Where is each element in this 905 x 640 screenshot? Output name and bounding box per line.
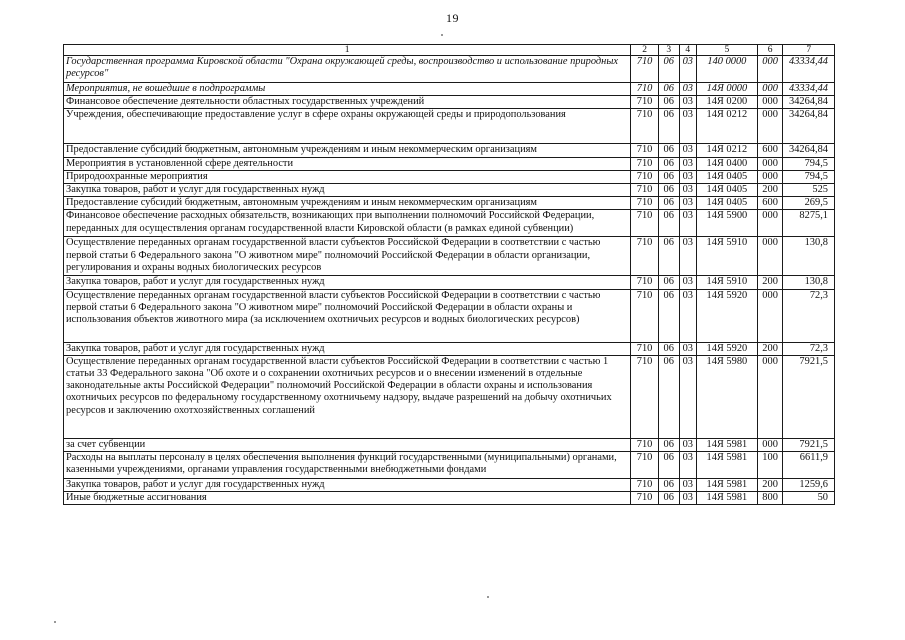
subsection-code-cell: 03 — [679, 83, 696, 96]
section-code-cell: 06 — [658, 289, 679, 342]
table-row — [64, 56, 835, 83]
ved-code-cell: 710 — [631, 438, 659, 451]
row-name-cell: Предоставление субсидий бюджетным, автономным учреждениям и иным некоммерческим организациям — [64, 144, 631, 157]
subsection-code-cell: 03 — [679, 144, 696, 157]
subsection-code-cell: 03 — [679, 289, 696, 342]
header-cell: 1 — [64, 45, 631, 56]
row-name-cell: Осуществление переданных органам государственной власти субъектов Российской Федерации в соответствии с частью 1 статьи 33 Федерального закона "Об охоте и о сохранении охотничьих ресурсов и о внесении изменений в отдельные законодательные акты Российской Федерации" полномочий Российской Федерации в области охраны и использования охотничьих ресурсов по федеральному государственному охотничьему надзору, выдаче разрешений на добычу охотничьих ресурсов и заключению охотхозяйственных соглашений — [64, 355, 631, 438]
row-name-cell: Закупка товаров, работ и услуг для государственных нужд — [64, 479, 631, 492]
target-article-cell: 14Я 5980 — [697, 355, 758, 438]
expense-type-cell: 000 — [757, 237, 783, 276]
row-name-cell: за счет субвенции — [64, 438, 631, 451]
row-name-cell: Финансовое обеспечение деятельности областных государственных учреждений — [64, 96, 631, 109]
amount-cell: 6611,9 — [783, 452, 835, 479]
expense-type-cell: 100 — [757, 452, 783, 479]
amount-cell: 1259,6 — [783, 479, 835, 492]
ved-code-cell: 710 — [631, 492, 659, 505]
target-article-cell: 14Я 0400 — [697, 157, 758, 170]
budget-table — [63, 44, 835, 505]
header-cell: 7 — [783, 45, 835, 56]
table-row — [64, 479, 835, 492]
section-code-cell: 06 — [658, 184, 679, 197]
expense-type-cell: 000 — [757, 96, 783, 109]
row-name-cell: Финансовое обеспечение расходных обязательств, возникающих при выполнении полномочий Российской Федерации, переданных для осуществления органам государственной власти Кировской области (в рамках единой субвенции) — [64, 210, 631, 237]
header-cell: 5 — [697, 45, 758, 56]
expense-type-cell: 200 — [757, 479, 783, 492]
row-name-cell: Расходы на выплаты персоналу в целях обеспечения выполнения функций государственными (муниципальными) органами, казенными учреждениями, органами управления государственными внебюджетными фондами — [64, 452, 631, 479]
target-article-cell: 14Я 0000 — [697, 83, 758, 96]
subsection-code-cell: 03 — [679, 210, 696, 237]
expense-type-cell: 000 — [757, 170, 783, 183]
section-code-cell: 06 — [658, 210, 679, 237]
expense-type-cell: 000 — [757, 355, 783, 438]
table-row — [64, 289, 835, 342]
target-article-cell: 14Я 5900 — [697, 210, 758, 237]
target-article-cell: 14Я 5910 — [697, 237, 758, 276]
target-article-cell: 14Я 5981 — [697, 438, 758, 451]
ved-code-cell: 710 — [631, 355, 659, 438]
section-code-cell: 06 — [658, 83, 679, 96]
row-name-cell: Государственная программа Кировской области "Охрана окружающей среды, воспроизводство и использование природных ресурсов" — [64, 56, 631, 83]
table-row — [64, 492, 835, 505]
amount-cell: 794,5 — [783, 157, 835, 170]
ved-code-cell: 710 — [631, 452, 659, 479]
expense-type-cell: 600 — [757, 144, 783, 157]
target-article-cell: 14Я 5920 — [697, 342, 758, 355]
ved-code-cell: 710 — [631, 96, 659, 109]
ved-code-cell: 710 — [631, 342, 659, 355]
table-row — [64, 438, 835, 451]
row-name-cell: Мероприятия в установленной сфере деятельности — [64, 157, 631, 170]
target-article-cell: 14Я 0212 — [697, 144, 758, 157]
subsection-code-cell: 03 — [679, 237, 696, 276]
row-name-cell: Предоставление субсидий бюджетным, автономным учреждениям и иным некоммерческим организациям — [64, 197, 631, 210]
target-article-cell: 14Я 5981 — [697, 492, 758, 505]
subsection-code-cell: 03 — [679, 96, 696, 109]
subsection-code-cell: 03 — [679, 479, 696, 492]
target-article-cell: 14Я 0405 — [697, 197, 758, 210]
expense-type-cell: 000 — [757, 109, 783, 144]
target-article-cell: 14Я 5981 — [697, 452, 758, 479]
target-article-cell: 14Я 0200 — [697, 96, 758, 109]
section-code-cell: 06 — [658, 276, 679, 289]
section-code-cell: 06 — [658, 479, 679, 492]
page-number: 19 — [446, 11, 459, 25]
section-code-cell: 06 — [658, 492, 679, 505]
expense-type-cell: 600 — [757, 197, 783, 210]
section-code-cell: 06 — [658, 96, 679, 109]
subsection-code-cell: 03 — [679, 342, 696, 355]
subsection-code-cell: 03 — [679, 438, 696, 451]
target-article-cell: 14Я 0405 — [697, 170, 758, 183]
ved-code-cell: 710 — [631, 289, 659, 342]
ved-code-cell: 710 — [631, 109, 659, 144]
table-row — [64, 197, 835, 210]
amount-cell: 34264,84 — [783, 144, 835, 157]
amount-cell: 525 — [783, 184, 835, 197]
header-cell: 2 — [631, 45, 659, 56]
subsection-code-cell: 03 — [679, 276, 696, 289]
subsection-code-cell: 03 — [679, 492, 696, 505]
amount-cell: 43334,44 — [783, 56, 835, 83]
section-code-cell: 06 — [658, 452, 679, 479]
subsection-code-cell: 03 — [679, 355, 696, 438]
amount-cell: 72,3 — [783, 342, 835, 355]
expense-type-cell: 200 — [757, 276, 783, 289]
subsection-code-cell: 03 — [679, 197, 696, 210]
section-code-cell: 06 — [658, 197, 679, 210]
table-row — [64, 210, 835, 237]
expense-type-cell: 000 — [757, 56, 783, 83]
amount-cell: 50 — [783, 492, 835, 505]
row-name-cell: Учреждения, обеспечивающие предоставление услуг в сфере охраны окружающей среды и природопользования — [64, 109, 631, 144]
amount-cell: 7921,5 — [783, 438, 835, 451]
row-name-cell: Закупка товаров, работ и услуг для государственных нужд — [64, 276, 631, 289]
table-row — [64, 355, 835, 438]
target-article-cell: 140 0000 — [697, 56, 758, 83]
ved-code-cell: 710 — [631, 184, 659, 197]
row-name-cell: Осуществление переданных органам государственной власти субъектов Российской Федерации в соответствии с частью первой статьи 6 Федерального закона "О животном мире" полномочий Российской Федерации в области организации, регулирования и охраны водных биологических ресурсов — [64, 237, 631, 276]
ved-code-cell: 710 — [631, 479, 659, 492]
table-row — [64, 83, 835, 96]
ved-code-cell: 710 — [631, 197, 659, 210]
table-row — [64, 237, 835, 276]
ved-code-cell: 710 — [631, 276, 659, 289]
section-code-cell: 06 — [658, 109, 679, 144]
header-cell: 6 — [757, 45, 783, 56]
ved-code-cell: 710 — [631, 157, 659, 170]
table-row — [64, 144, 835, 157]
row-name-cell: Природоохранные мероприятия — [64, 170, 631, 183]
table-row — [64, 109, 835, 144]
target-article-cell: 14Я 0405 — [697, 184, 758, 197]
section-code-cell: 06 — [658, 438, 679, 451]
expense-type-cell: 000 — [757, 157, 783, 170]
table-header-row — [64, 45, 835, 56]
amount-cell: 8275,1 — [783, 210, 835, 237]
row-name-cell: Иные бюджетные ассигнования — [64, 492, 631, 505]
table-row — [64, 184, 835, 197]
amount-cell: 72,3 — [783, 289, 835, 342]
section-code-cell: 06 — [658, 170, 679, 183]
amount-cell: 43334,44 — [783, 83, 835, 96]
subsection-code-cell: 03 — [679, 170, 696, 183]
amount-cell: 794,5 — [783, 170, 835, 183]
subsection-code-cell: 03 — [679, 157, 696, 170]
table-row — [64, 96, 835, 109]
expense-type-cell: 200 — [757, 184, 783, 197]
subsection-code-cell: 03 — [679, 184, 696, 197]
ved-code-cell: 710 — [631, 56, 659, 83]
expense-type-cell: 000 — [757, 210, 783, 237]
row-name-cell: Мероприятия, не вошедшие в подпрограммы — [64, 83, 631, 96]
subsection-code-cell: 03 — [679, 452, 696, 479]
target-article-cell: 14Я 5910 — [697, 276, 758, 289]
scan-speck — [487, 596, 489, 598]
target-article-cell: 14Я 5981 — [697, 479, 758, 492]
amount-cell: 130,8 — [783, 276, 835, 289]
ved-code-cell: 710 — [631, 144, 659, 157]
ved-code-cell: 710 — [631, 83, 659, 96]
ved-code-cell: 710 — [631, 237, 659, 276]
scan-speck — [441, 34, 443, 36]
row-name-cell: Закупка товаров, работ и услуг для государственных нужд — [64, 184, 631, 197]
header-cell: 3 — [658, 45, 679, 56]
section-code-cell: 06 — [658, 157, 679, 170]
amount-cell: 34264,84 — [783, 96, 835, 109]
header-cell: 4 — [679, 45, 696, 56]
amount-cell: 269,5 — [783, 197, 835, 210]
table-row — [64, 342, 835, 355]
expense-type-cell: 800 — [757, 492, 783, 505]
target-article-cell: 14Я 0212 — [697, 109, 758, 144]
ved-code-cell: 710 — [631, 170, 659, 183]
row-name-cell: Закупка товаров, работ и услуг для государственных нужд — [64, 342, 631, 355]
section-code-cell: 06 — [658, 342, 679, 355]
section-code-cell: 06 — [658, 355, 679, 438]
subsection-code-cell: 03 — [679, 56, 696, 83]
table-row — [64, 170, 835, 183]
subsection-code-cell: 03 — [679, 109, 696, 144]
amount-cell: 130,8 — [783, 237, 835, 276]
expense-type-cell: 000 — [757, 438, 783, 451]
amount-cell: 34264,84 — [783, 109, 835, 144]
target-article-cell: 14Я 5920 — [697, 289, 758, 342]
ved-code-cell: 710 — [631, 210, 659, 237]
table-row — [64, 452, 835, 479]
row-name-cell: Осуществление переданных органам государственной власти субъектов Российской Федерации в соответствии с частью первой статьи 6 Федерального закона "О животном мире" полномочий Российской Федерации в области охраны и использования объектов животного мира (за исключением охотничьих ресурсов и водных биологических ресурсов) — [64, 289, 631, 342]
section-code-cell: 06 — [658, 56, 679, 83]
section-code-cell: 06 — [658, 237, 679, 276]
amount-cell: 7921,5 — [783, 355, 835, 438]
scan-speck — [54, 621, 56, 623]
expense-type-cell: 200 — [757, 342, 783, 355]
table-row — [64, 276, 835, 289]
expense-type-cell: 000 — [757, 289, 783, 342]
section-code-cell: 06 — [658, 144, 679, 157]
table-row — [64, 157, 835, 170]
expense-type-cell: 000 — [757, 83, 783, 96]
